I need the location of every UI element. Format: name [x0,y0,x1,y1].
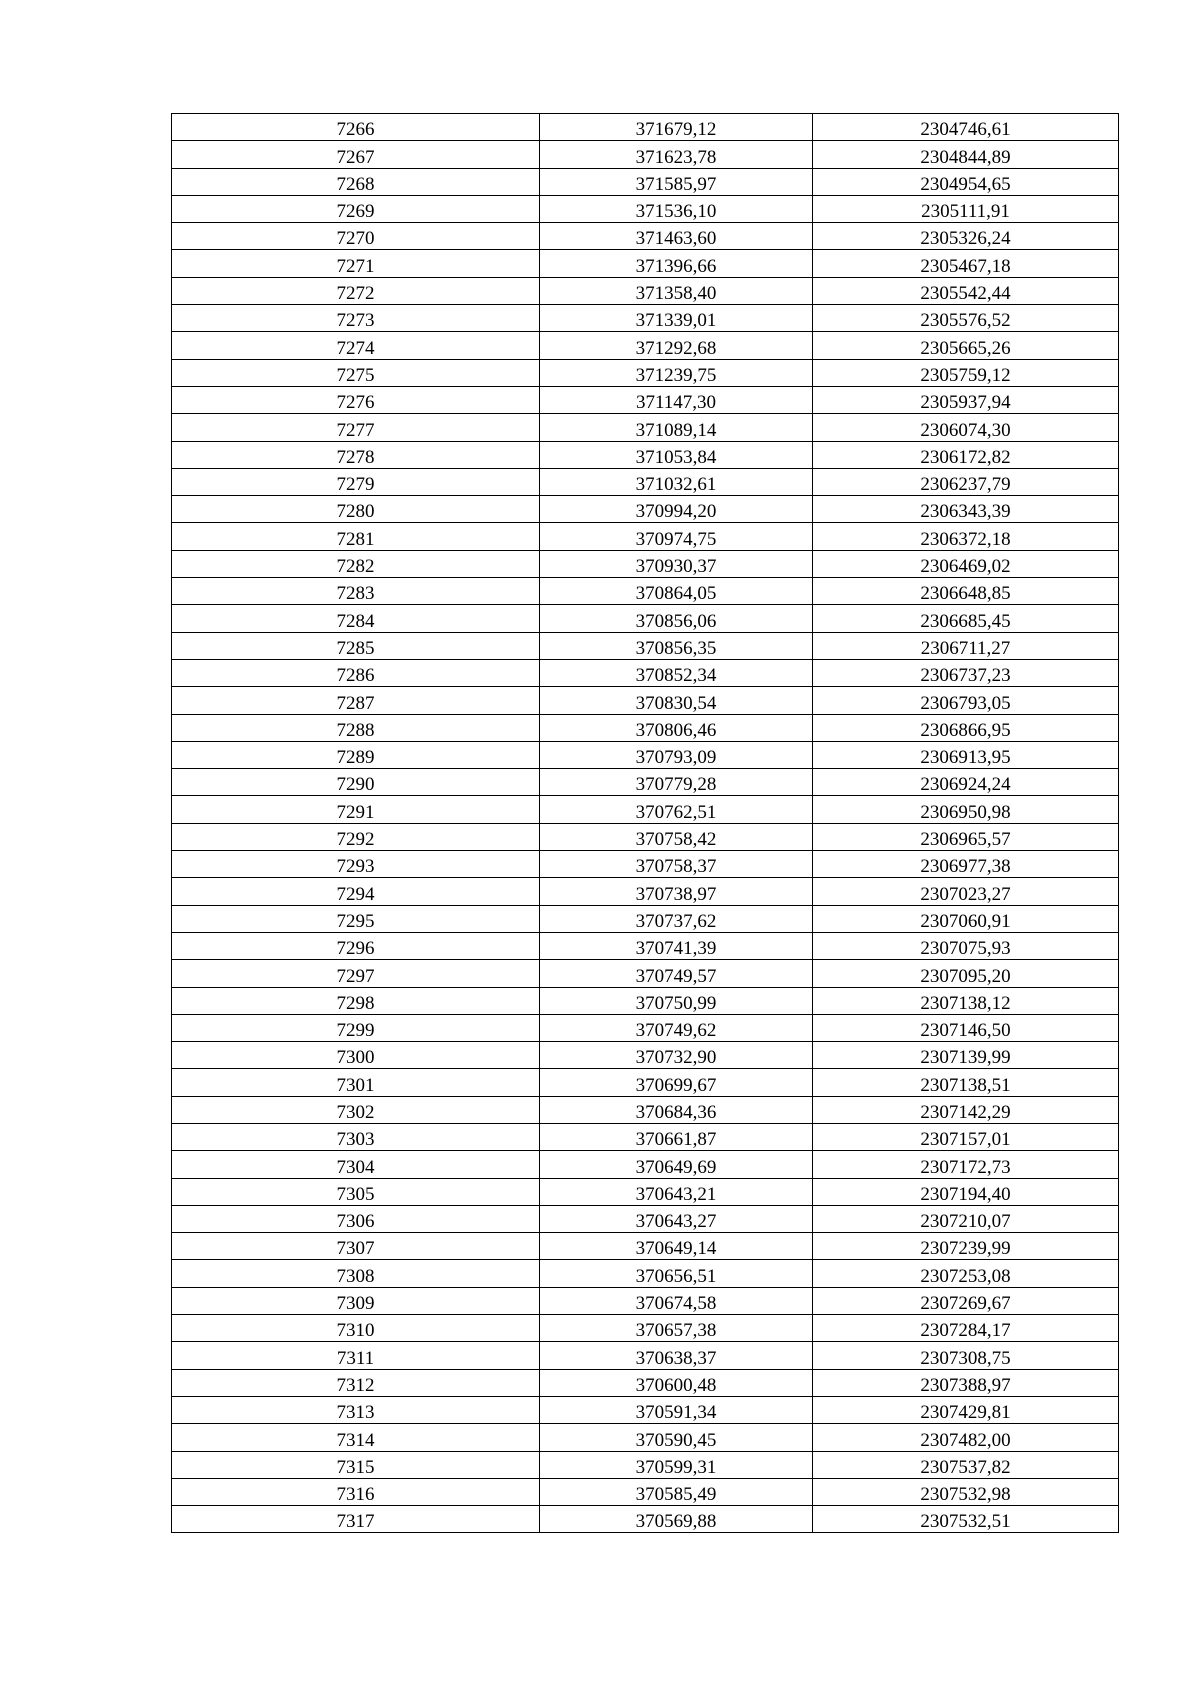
point-number-cell: 7274 [172,332,540,359]
y-coordinate-cell: 2305467,18 [813,250,1119,277]
table-row [172,1260,1119,1287]
point-number-cell: 7295 [172,905,540,932]
y-coordinate-cell: 2305111,91 [813,195,1119,222]
y-coordinate-cell: 2306913,95 [813,741,1119,768]
x-coordinate-cell: 370852,34 [540,659,813,686]
x-coordinate-cell: 371339,01 [540,305,813,332]
x-coordinate-cell: 371358,40 [540,277,813,304]
table-row [172,796,1119,823]
point-number-cell: 7273 [172,305,540,332]
x-coordinate-cell: 370762,51 [540,796,813,823]
point-number-cell: 7268 [172,168,540,195]
point-number-cell: 7266 [172,114,540,141]
y-coordinate-cell: 2306685,45 [813,605,1119,632]
y-coordinate-cell: 2306965,57 [813,823,1119,850]
y-coordinate-cell: 2307095,20 [813,960,1119,987]
table-row [172,141,1119,168]
point-number-cell: 7290 [172,769,540,796]
point-number-cell: 7303 [172,1123,540,1150]
point-number-cell: 7309 [172,1287,540,1314]
y-coordinate-cell: 2307532,98 [813,1478,1119,1505]
table-row [172,114,1119,141]
y-coordinate-cell: 2304746,61 [813,114,1119,141]
point-number-cell: 7287 [172,687,540,714]
x-coordinate-cell: 370738,97 [540,878,813,905]
point-number-cell: 7302 [172,1096,540,1123]
point-number-cell: 7310 [172,1315,540,1342]
point-number-cell: 7297 [172,960,540,987]
x-coordinate-cell: 370674,58 [540,1287,813,1314]
x-coordinate-cell: 371463,60 [540,223,813,250]
table-row [172,1014,1119,1041]
table-row [172,605,1119,632]
table-row [172,1151,1119,1178]
table-row [172,1342,1119,1369]
point-number-cell: 7280 [172,496,540,523]
point-number-cell: 7299 [172,1014,540,1041]
y-coordinate-cell: 2304844,89 [813,141,1119,168]
x-coordinate-cell: 371292,68 [540,332,813,359]
x-coordinate-cell: 370737,62 [540,905,813,932]
x-coordinate-cell: 370856,35 [540,632,813,659]
table-row [172,1069,1119,1096]
table-row [172,687,1119,714]
table-row [172,578,1119,605]
point-number-cell: 7275 [172,359,540,386]
y-coordinate-cell: 2305759,12 [813,359,1119,386]
y-coordinate-cell: 2306711,27 [813,632,1119,659]
table-row [172,359,1119,386]
point-number-cell: 7288 [172,714,540,741]
x-coordinate-cell: 371089,14 [540,414,813,441]
x-coordinate-cell: 370661,87 [540,1123,813,1150]
x-coordinate-cell: 370699,67 [540,1069,813,1096]
point-number-cell: 7313 [172,1396,540,1423]
y-coordinate-cell: 2307060,91 [813,905,1119,932]
point-number-cell: 7307 [172,1233,540,1260]
table-row [172,1287,1119,1314]
table-row [172,441,1119,468]
x-coordinate-cell: 370600,48 [540,1369,813,1396]
point-number-cell: 7292 [172,823,540,850]
table-row [172,1205,1119,1232]
x-coordinate-cell: 371585,97 [540,168,813,195]
table-row [172,823,1119,850]
y-coordinate-cell: 2306469,02 [813,550,1119,577]
table-row [172,496,1119,523]
y-coordinate-cell: 2307075,93 [813,932,1119,959]
table-row [172,550,1119,577]
table-row [172,1123,1119,1150]
y-coordinate-cell: 2305665,26 [813,332,1119,359]
point-number-cell: 7269 [172,195,540,222]
point-number-cell: 7312 [172,1369,540,1396]
table-row [172,1096,1119,1123]
y-coordinate-cell: 2305576,52 [813,305,1119,332]
x-coordinate-cell: 371239,75 [540,359,813,386]
x-coordinate-cell: 370643,27 [540,1205,813,1232]
coordinates-table [171,113,1119,1533]
x-coordinate-cell: 371053,84 [540,441,813,468]
table-row [172,1315,1119,1342]
y-coordinate-cell: 2307194,40 [813,1178,1119,1205]
point-number-cell: 7289 [172,741,540,768]
table-row [172,277,1119,304]
x-coordinate-cell: 370974,75 [540,523,813,550]
x-coordinate-cell: 370590,45 [540,1424,813,1451]
x-coordinate-cell: 370994,20 [540,496,813,523]
x-coordinate-cell: 370930,37 [540,550,813,577]
point-number-cell: 7283 [172,578,540,605]
point-number-cell: 7279 [172,468,540,495]
table-row [172,414,1119,441]
point-number-cell: 7281 [172,523,540,550]
table-row [172,223,1119,250]
y-coordinate-cell: 2307284,17 [813,1315,1119,1342]
x-coordinate-cell: 370749,57 [540,960,813,987]
table-row [172,960,1119,987]
table-row [172,932,1119,959]
point-number-cell: 7300 [172,1042,540,1069]
table-row [172,659,1119,686]
x-coordinate-cell: 371396,66 [540,250,813,277]
point-number-cell: 7315 [172,1451,540,1478]
x-coordinate-cell: 370649,69 [540,1151,813,1178]
point-number-cell: 7314 [172,1424,540,1451]
point-number-cell: 7296 [172,932,540,959]
point-number-cell: 7306 [172,1205,540,1232]
x-coordinate-cell: 370649,14 [540,1233,813,1260]
y-coordinate-cell: 2306343,39 [813,496,1119,523]
x-coordinate-cell: 370638,37 [540,1342,813,1369]
x-coordinate-cell: 370741,39 [540,932,813,959]
y-coordinate-cell: 2305937,94 [813,386,1119,413]
point-number-cell: 7311 [172,1342,540,1369]
coordinates-table-body [172,114,1119,1533]
point-number-cell: 7298 [172,987,540,1014]
table-row [172,250,1119,277]
x-coordinate-cell: 370585,49 [540,1478,813,1505]
y-coordinate-cell: 2307023,27 [813,878,1119,905]
x-coordinate-cell: 371147,30 [540,386,813,413]
x-coordinate-cell: 370657,38 [540,1315,813,1342]
point-number-cell: 7277 [172,414,540,441]
y-coordinate-cell: 2307429,81 [813,1396,1119,1423]
point-number-cell: 7267 [172,141,540,168]
y-coordinate-cell: 2307388,97 [813,1369,1119,1396]
y-coordinate-cell: 2306793,05 [813,687,1119,714]
x-coordinate-cell: 370749,62 [540,1014,813,1041]
y-coordinate-cell: 2306924,24 [813,769,1119,796]
point-number-cell: 7305 [172,1178,540,1205]
y-coordinate-cell: 2307142,29 [813,1096,1119,1123]
x-coordinate-cell: 371623,78 [540,141,813,168]
y-coordinate-cell: 2306172,82 [813,441,1119,468]
table-row [172,195,1119,222]
point-number-cell: 7286 [172,659,540,686]
x-coordinate-cell: 370856,06 [540,605,813,632]
y-coordinate-cell: 2307139,99 [813,1042,1119,1069]
y-coordinate-cell: 2307269,67 [813,1287,1119,1314]
x-coordinate-cell: 370732,90 [540,1042,813,1069]
point-number-cell: 7282 [172,550,540,577]
x-coordinate-cell: 370569,88 [540,1506,813,1533]
table-row [172,468,1119,495]
point-number-cell: 7316 [172,1478,540,1505]
point-number-cell: 7293 [172,851,540,878]
x-coordinate-cell: 370758,42 [540,823,813,850]
x-coordinate-cell: 371536,10 [540,195,813,222]
table-row [172,741,1119,768]
table-row [172,905,1119,932]
y-coordinate-cell: 2306372,18 [813,523,1119,550]
y-coordinate-cell: 2306866,95 [813,714,1119,741]
table-row [172,1396,1119,1423]
table-row [172,1478,1119,1505]
x-coordinate-cell: 370643,21 [540,1178,813,1205]
y-coordinate-cell: 2307210,07 [813,1205,1119,1232]
y-coordinate-cell: 2306237,79 [813,468,1119,495]
y-coordinate-cell: 2306074,30 [813,414,1119,441]
y-coordinate-cell: 2307172,73 [813,1151,1119,1178]
x-coordinate-cell: 370830,54 [540,687,813,714]
table-row [172,1451,1119,1478]
x-coordinate-cell: 370806,46 [540,714,813,741]
point-number-cell: 7317 [172,1506,540,1533]
table-row [172,769,1119,796]
x-coordinate-cell: 370793,09 [540,741,813,768]
x-coordinate-cell: 370599,31 [540,1451,813,1478]
table-row [172,168,1119,195]
y-coordinate-cell: 2306977,38 [813,851,1119,878]
point-number-cell: 7271 [172,250,540,277]
point-number-cell: 7284 [172,605,540,632]
y-coordinate-cell: 2307157,01 [813,1123,1119,1150]
point-number-cell: 7285 [172,632,540,659]
y-coordinate-cell: 2307308,75 [813,1342,1119,1369]
table-row [172,851,1119,878]
point-number-cell: 7301 [172,1069,540,1096]
table-row [172,1369,1119,1396]
x-coordinate-cell: 370684,36 [540,1096,813,1123]
x-coordinate-cell: 371032,61 [540,468,813,495]
x-coordinate-cell: 370779,28 [540,769,813,796]
x-coordinate-cell: 370864,05 [540,578,813,605]
table-row [172,1178,1119,1205]
y-coordinate-cell: 2307482,00 [813,1424,1119,1451]
point-number-cell: 7272 [172,277,540,304]
table-row [172,523,1119,550]
y-coordinate-cell: 2307239,99 [813,1233,1119,1260]
y-coordinate-cell: 2305326,24 [813,223,1119,250]
point-number-cell: 7276 [172,386,540,413]
point-number-cell: 7278 [172,441,540,468]
table-row [172,305,1119,332]
table-row [172,987,1119,1014]
table-row [172,1042,1119,1069]
y-coordinate-cell: 2304954,65 [813,168,1119,195]
y-coordinate-cell: 2307146,50 [813,1014,1119,1041]
point-number-cell: 7291 [172,796,540,823]
y-coordinate-cell: 2306737,23 [813,659,1119,686]
y-coordinate-cell: 2305542,44 [813,277,1119,304]
x-coordinate-cell: 370656,51 [540,1260,813,1287]
table-row [172,632,1119,659]
table-row [172,386,1119,413]
y-coordinate-cell: 2307253,08 [813,1260,1119,1287]
table-row [172,1233,1119,1260]
point-number-cell: 7294 [172,878,540,905]
y-coordinate-cell: 2306648,85 [813,578,1119,605]
x-coordinate-cell: 370591,34 [540,1396,813,1423]
y-coordinate-cell: 2307537,82 [813,1451,1119,1478]
point-number-cell: 7304 [172,1151,540,1178]
table-row [172,878,1119,905]
table-row [172,332,1119,359]
table-row [172,1506,1119,1533]
x-coordinate-cell: 370750,99 [540,987,813,1014]
y-coordinate-cell: 2307532,51 [813,1506,1119,1533]
y-coordinate-cell: 2306950,98 [813,796,1119,823]
y-coordinate-cell: 2307138,51 [813,1069,1119,1096]
table-row [172,1424,1119,1451]
point-number-cell: 7270 [172,223,540,250]
x-coordinate-cell: 371679,12 [540,114,813,141]
point-number-cell: 7308 [172,1260,540,1287]
y-coordinate-cell: 2307138,12 [813,987,1119,1014]
x-coordinate-cell: 370758,37 [540,851,813,878]
table-row [172,714,1119,741]
